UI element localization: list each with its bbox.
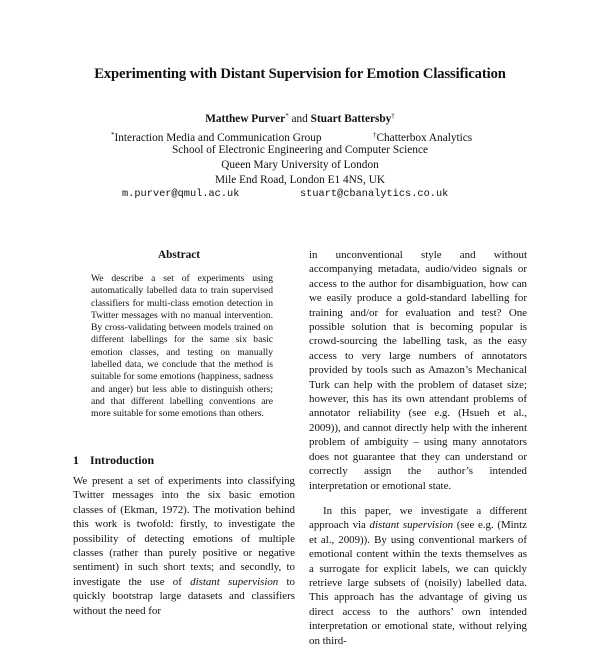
author-conjunction: and [291, 113, 308, 125]
intro-p1-end: to quickly bootstrap large datasets and classifiers without the need for [73, 575, 295, 617]
author-purver-mark: * [285, 112, 289, 120]
intro-paragraph-1 [73, 474, 295, 618]
abstract-heading: Abstract [157, 249, 201, 261]
author-battersby: Stuart Battersby [310, 113, 392, 125]
email-purver[interactable]: m.purver@qmul.ac.uk [122, 188, 240, 200]
intro-p1-start: We present a set of experiments into classifying Twitter messages into the six basic emotion classes of (Ekman, 1972). The motivation behind this work is twofold: firstly, to investigate the possibility of detecting emotions of multiple classes (rather than purely positive or negative sentiment) in such short texts; and secondly, to investigate the use of [73, 475, 295, 588]
affiliation-school: School of Electronic Engineering and Computer Science [172, 144, 428, 156]
affiliation-qmul-text: Interaction Media and Communication Group [114, 132, 322, 144]
paper-title: Experimenting with Distant Supervision for Emotion Classification [94, 66, 506, 82]
abstract-body: We describe a set of experiments using automatically labelled data to train supervised classifiers for multi-class emotion detection in Twitter messages with no manual intervention. By cross-validating between models trained on different labellings for the same six basic emotion classes, and testing on manually labelled data, we conclude that the method is suitable for some emotions (happiness, sadness and anger) but less able to distinguish others; and that different labelling conventions are more suitable for some emotions than others. [91, 273, 273, 420]
section-title: Introduction [90, 453, 155, 467]
intro-left-column [73, 474, 295, 618]
section-number: 1 [73, 453, 79, 467]
affiliation-address: Mile End Road, London E1 4NS, UK [214, 174, 386, 186]
affiliation-chatterbox-mark: † [373, 131, 377, 139]
right-p2-emphasis: distant supervision [369, 519, 454, 532]
right-paragraph-2 [309, 504, 527, 648]
introduction-heading [73, 453, 154, 468]
affiliation-university: Queen Mary University of London [221, 159, 379, 171]
affiliation-chatterbox-text: Chatterbox Analytics [376, 132, 473, 144]
right-column [309, 248, 527, 648]
author-battersby-mark: † [391, 112, 395, 120]
email-battersby[interactable]: stuart@cbanalytics.co.uk [300, 188, 449, 200]
author-purver: Matthew Purver [205, 113, 286, 125]
right-p2-start: In this paper, we investigate a different approach via [309, 504, 527, 532]
affiliation-qmul-mark: * [111, 131, 115, 139]
right-p2-end: (see e.g. (Mintz et al., 2009)). By using conventional markers of emotional content within the texts themselves as a surrogate for explicit labels, we can quickly retrieve large subsets of (noisily) labelled data. This approach has the advantage of giving us direct access to the authors’ own intended interpretation or emotional state, without relying on third- [309, 519, 527, 647]
author-line [0, 112, 600, 125]
intro-p1-emphasis: distant supervision [190, 575, 279, 588]
right-paragraph-1: in unconventional style and without accompanying metadata, audio/video signals or access to the author for disambiguation, how can we easily produce a gold-standard labelling for training and/or for evaluation and test? One possible solution that is becoming popular is crowd-sourcing the labelling task, as the easy access to very large numbers of annotators provided by tools such as Amazon’s Mechanical Turk can help with the problem of dataset size; however, this has its own attendant problems of annotator reliability (see e.g. (Hsueh et al., 2009)), and cannot directly help with the inherent problem of ambiguity – using many annotators does not guarantee that they can understand or correctly assign the author’s intended interpretation or emotional state. [309, 249, 527, 492]
